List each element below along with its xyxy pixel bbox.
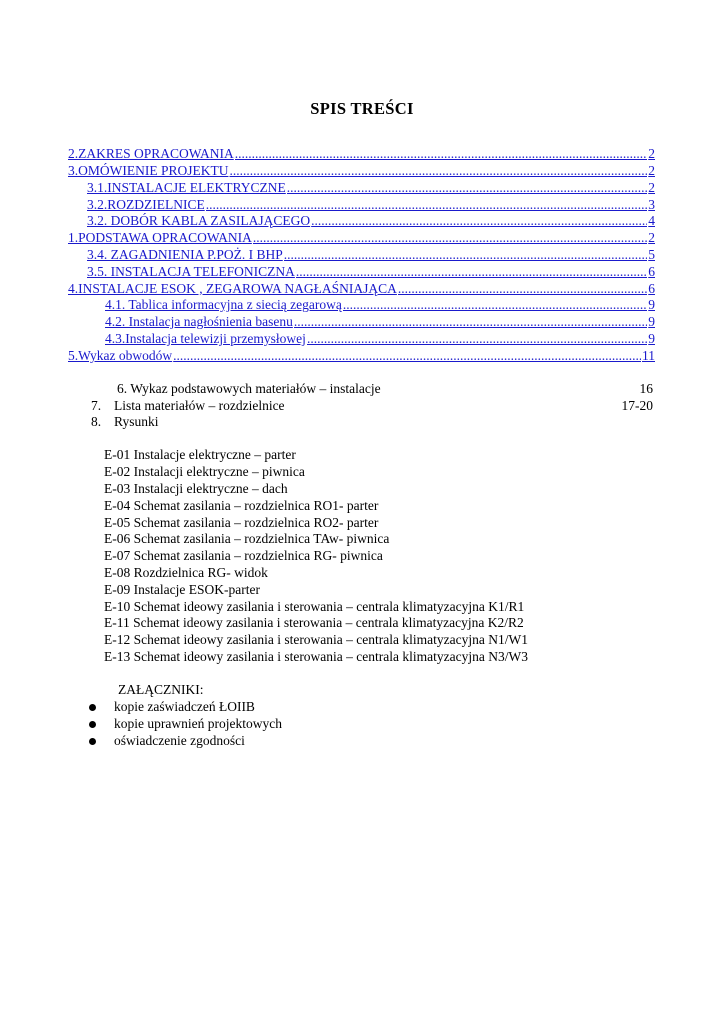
attachment-item: kopie uprawnień projektowych — [114, 716, 282, 731]
list-item-rysunki: Rysunki — [114, 414, 159, 429]
toc-dot-leader — [284, 246, 647, 263]
toc-dot-leader — [229, 162, 647, 179]
toc-link-dobor-kabla[interactable] — [87, 212, 655, 229]
toc-dot-leader — [343, 296, 647, 313]
bullet-icon — [89, 738, 96, 745]
drawing-item: E-01 Instalacje elektryczne – parter — [104, 447, 296, 462]
drawing-item: E-04 Schemat zasilania – rozdzielnica RO1- parter — [104, 498, 379, 513]
toc-dot-leader — [253, 229, 647, 246]
toc-dot-leader — [311, 212, 647, 229]
toc-page-number: 2 — [648, 163, 655, 178]
toc-dot-leader — [235, 145, 647, 162]
toc-entry-label: 3.2. DOBÓR KABLA ZASILAJĄCEGO — [87, 213, 311, 228]
drawing-item: E-05 Schemat zasilania – rozdzielnica RO2- parter — [104, 515, 379, 530]
drawing-item: E-12 Schemat ideowy zasilania i sterowania – centrala klimatyzacyjna N1/W1 — [104, 632, 528, 647]
attachment-item: oświadczenie zgodności — [114, 733, 245, 748]
drawing-item: E-02 Instalacji elektryczne – piwnica — [104, 464, 305, 479]
toc-link-zakres-opracowania[interactable] — [68, 145, 655, 162]
toc-link-instalacje-esok[interactable] — [68, 280, 655, 297]
toc-page-number: 9 — [648, 314, 655, 329]
attachment-item: kopie zaświadczeń ŁOIIB — [114, 699, 255, 714]
toc-page-number: 6 — [648, 264, 655, 279]
toc-link-podstawa-opracowania[interactable] — [68, 229, 655, 246]
bullet-icon — [89, 704, 96, 711]
toc-page-number: 11 — [642, 348, 655, 363]
drawing-item: E-03 Instalacji elektryczne – dach — [104, 481, 288, 496]
toc-entry-label: 3.OMÓWIENIE PROJEKTU — [68, 163, 229, 178]
toc-link-instalacje-elektryczne[interactable] — [87, 179, 655, 196]
drawing-item: E-07 Schemat zasilania – rozdzielnica RG- piwnica — [104, 548, 383, 563]
drawing-item: E-13 Schemat ideowy zasilania i sterowania – centrala klimatyzacyjna N3/W3 — [104, 649, 528, 664]
toc-entry-label: 4.2. Instalacja nagłośnienia basenu — [105, 314, 293, 329]
attachments-heading: ZAŁĄCZNIKI: — [118, 682, 204, 697]
toc-entry-label: 1.PODSTAWA OPRACOWANIA — [68, 230, 252, 245]
toc-link-rozdzielnice[interactable] — [87, 196, 655, 213]
page-title: SPIS TREŚCI — [310, 99, 414, 118]
drawing-item: E-10 Schemat ideowy zasilania i sterowania – centrala klimatyzacyjna K1/R1 — [104, 599, 525, 614]
toc-link-instalacja-telefoniczna[interactable] — [87, 263, 655, 280]
toc-page-number: 5 — [648, 247, 655, 262]
drawing-item: E-06 Schemat zasilania – rozdzielnica TAw- piwnica — [104, 531, 390, 546]
list-item-number: 7. — [91, 398, 102, 413]
drawing-item: E-08 Rozdzielnica RG- widok — [104, 565, 268, 580]
toc-entry-label: 3.5. INSTALACJA TELEFONICZNA — [87, 264, 295, 279]
list-item-page: 16 — [639, 381, 653, 396]
drawing-item: E-09 Instalacje ESOK-parter — [104, 582, 260, 597]
list-item-lista-materialow: Lista materiałów – rozdzielnice — [114, 398, 285, 413]
toc-dot-leader — [296, 263, 647, 280]
toc-page-number: 2 — [648, 230, 655, 245]
toc-entry-label: 3.2.ROZDZIELNICE — [87, 197, 205, 212]
toc-page-number: 2 — [648, 180, 655, 195]
toc-entry-label: 5.Wykaz obwodów — [68, 348, 173, 363]
toc-link-telewizja-przemyslowa[interactable] — [105, 330, 655, 347]
toc-entry-label: 4.1. Tablica informacyjna z siecią zegarową — [105, 297, 342, 312]
toc-entry-label: 3.4. ZAGADNIENIA P.POŻ. I BHP — [87, 247, 283, 262]
list-item-page: 17-20 — [621, 398, 653, 413]
toc-entry-label: 4.INSTALACJE ESOK , ZEGAROWA NAGŁAŚNIAJĄCA — [68, 281, 397, 296]
toc-dot-leader — [206, 196, 648, 213]
toc-page-number: 9 — [648, 331, 655, 346]
toc-page-number: 4 — [648, 213, 655, 228]
toc-page-number: 2 — [648, 146, 655, 161]
toc-dot-leader — [398, 280, 647, 297]
toc-link-tablica-informacyjna[interactable] — [105, 296, 655, 313]
toc-link-wykaz-obwodow[interactable] — [68, 347, 655, 364]
toc-link-naglosnienie-basenu[interactable] — [105, 313, 655, 330]
toc-dot-leader — [307, 330, 647, 347]
toc-page-number: 6 — [648, 281, 655, 296]
toc-entry-label: 4.3.Instalacja telewizji przemysłowej — [105, 331, 306, 346]
toc-entry-label: 2.ZAKRES OPRACOWANIA — [68, 146, 234, 161]
bullet-icon — [89, 721, 96, 728]
list-item-number: 8. — [91, 414, 102, 429]
toc-link-omowienie-projektu[interactable] — [68, 162, 655, 179]
drawing-item: E-11 Schemat ideowy zasilania i sterowania – centrala klimatyzacyjna K2/R2 — [104, 615, 524, 630]
toc-page-number: 9 — [648, 297, 655, 312]
toc-dot-leader — [294, 313, 647, 330]
toc-page-number: 3 — [648, 197, 655, 212]
toc-dot-leader — [173, 347, 641, 364]
toc-dot-leader — [287, 179, 647, 196]
list-item-wykaz-materialow: 6. Wykaz podstawowych materiałów – instalacje — [117, 381, 381, 396]
toc-entry-label: 3.1.INSTALACJE ELEKTRYCZNE — [87, 180, 286, 195]
toc-link-zagadnienia-ppoz[interactable] — [87, 246, 655, 263]
